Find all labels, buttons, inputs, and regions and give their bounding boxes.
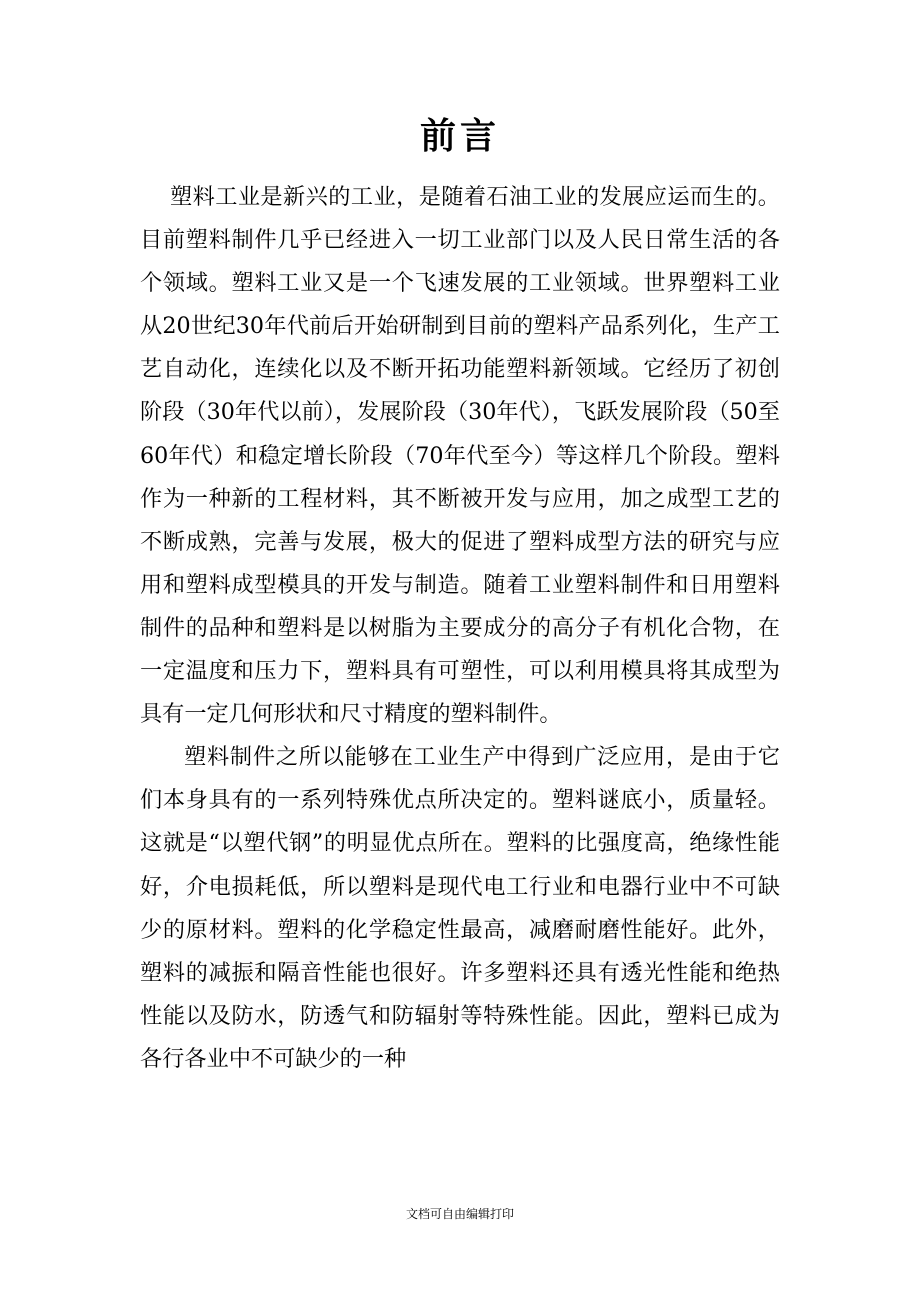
page-footer: 文档可自由编辑打印 (405, 1207, 514, 1221)
body-text (140, 176, 780, 1081)
paragraph-1: 塑料工业是新兴的工业，是随着石油工业的发展应运而生的。目前塑料制件几乎已经进入一切工业部门以及人民日常生活的各个领域。塑料工业又是一个飞速发展的工业领域。世界塑料工业从20世纪30年代前后开始研制到目前的塑料产品系列化，生产工艺自动化，连续化以及不断开拓功能塑料新领域。它经历了初创阶段（30年代以前），发展阶段（30年代），飞跃发展阶段（50至60年代）和稳定增长阶段（70年代至今）等这样几个阶段。塑料作为一种新的工程材料，其不断被开发与应用，加之成型工艺的不断成熟，完善与发展，极大的促进了塑料成型方法的研究与应用和塑料成型模具的开发与制造。随着工业塑料制件和日用塑料制件的品种和塑料是以树脂为主要成分的高分子有机化合物，在一定温度和压力下，塑料具有可塑性，可以利用模具将其成型为具有一定几何形状和尺寸精度的塑料制件。 (140, 184, 780, 728)
paragraph-2: 塑料制件之所以能够在工业生产中得到广泛应用，是由于它们本身具有的一系列特殊优点所决定的。塑料谜底小，质量轻。这就是“以塑代钢”的明显优点所在。塑料的比强度高，绝缘性能好，介电损耗低，所以塑料是现代电工行业和电器行业中不可缺少的原材料。塑料的化学稳定性最高，减磨耐磨性能好。此外，塑料的减振和隔音性能也很好。许多塑料还具有透光性能和绝热性能以及防水，防透气和防辐射等特殊性能。因此，塑料已成为各行各业中不可缺少的一种 (140, 744, 780, 1072)
page-title: 前言 (419, 115, 500, 157)
